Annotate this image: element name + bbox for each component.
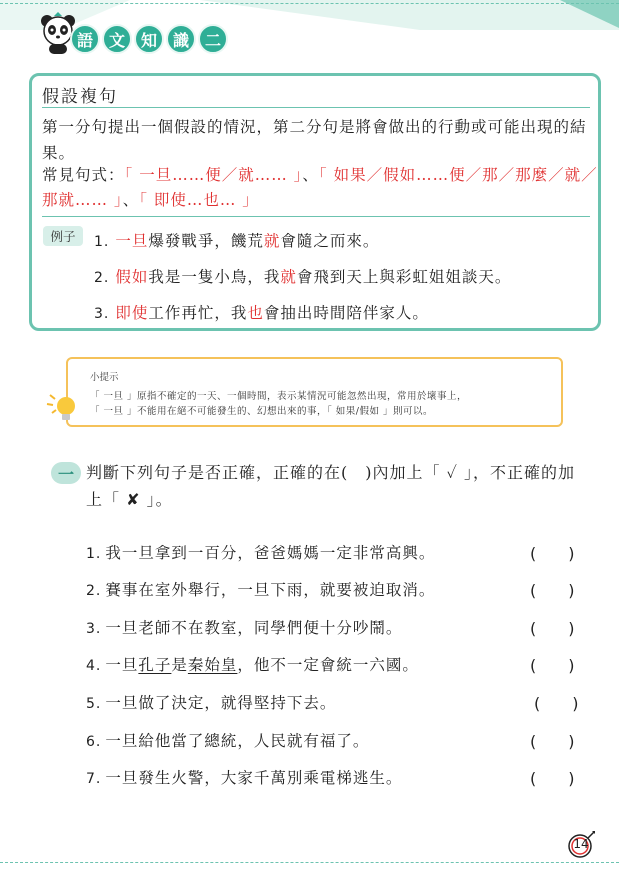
example-text: 爆發戰爭，饑荒 (148, 232, 264, 250)
item-number: 2. (86, 583, 102, 599)
item-number: 5. (86, 696, 102, 712)
item-text: 是 (171, 656, 188, 674)
item-text: 一旦做了決定，就得堅持下去。 (105, 694, 337, 712)
item-text: 我一旦拿到一百分，爸爸媽媽一定非常高興。 (105, 544, 436, 562)
item-text: ，他不一定會統一六國。 (237, 656, 419, 674)
pattern-yidan: 「 一旦……便／就…… 」 (124, 166, 303, 184)
example-number: 2. (94, 270, 110, 286)
item-text: 一旦 (105, 656, 139, 674)
lightbulb-icon (44, 389, 80, 425)
bottom-dashed-rule (0, 862, 619, 863)
page-number: 14 (573, 837, 589, 851)
common-patterns (42, 163, 602, 213)
keyword: 即使 (115, 304, 149, 322)
question-item (86, 578, 435, 600)
separator: 、 (302, 166, 319, 184)
example-sentence (94, 301, 429, 323)
answer-blank[interactable]: ( ) (530, 732, 575, 751)
question-item (86, 729, 369, 751)
question-number-badge: 一 (51, 462, 81, 484)
question-item (86, 541, 435, 563)
example-tag: 例子 (43, 226, 83, 246)
answer-blank[interactable]: ( ) (534, 694, 579, 713)
item-text: 賽事在室外舉行，一旦下雨，就要被迫取消。 (105, 581, 436, 599)
proper-noun: 秦始皇 (187, 656, 238, 674)
item-text: 一旦給他當了總統，人民就有福了。 (105, 732, 370, 750)
divider (42, 107, 590, 108)
pattern-ruguo: 「 如果／假如……便／那／那麼／就／那就…… 」 (42, 166, 598, 209)
rule-title: 假設複句 (42, 87, 118, 107)
separator: 、 (122, 191, 140, 209)
divider (42, 216, 590, 217)
item-text: 一旦發生火警，大家千萬別乘電梯逃生。 (105, 769, 403, 787)
top-dashed-rule (0, 3, 619, 4)
example-text: 會飛到天上與彩虹姐姐談天。 (296, 268, 512, 286)
rule-description: 第一分句提出一個假設的情況，第二分句是將會做出的行動或可能出現的結果。 (42, 118, 587, 162)
example-text: 我是一隻小鳥，我 (148, 268, 281, 286)
title-char: 二 (198, 24, 228, 54)
page-title (70, 24, 228, 54)
tip-text: 「 一旦 」不能用在絕不可能發生的、幻想出來的事，「 如果/假如 」則可以。 (90, 406, 434, 417)
item-number: 1. (86, 546, 102, 562)
item-number: 7. (86, 771, 102, 787)
keyword: 也 (247, 304, 264, 322)
title-char: 語 (70, 24, 100, 54)
answer-blank[interactable]: ( ) (530, 769, 575, 788)
title-char: 文 (102, 24, 132, 54)
answer-blank[interactable]: ( ) (530, 619, 575, 638)
answer-blank[interactable]: ( ) (530, 544, 575, 563)
title-char: 知 (134, 24, 164, 54)
question-item (86, 616, 402, 638)
item-number: 4. (86, 658, 102, 674)
pattern-jishi: 「 即使…也… 」 (139, 191, 259, 209)
example-number: 1. (94, 234, 110, 250)
tip-text: 「 一旦 」原指不確定的一天、一個時間，表示某情況可能忽然出現，常用於壞事上， (90, 391, 468, 402)
answer-blank[interactable]: ( ) (530, 656, 575, 675)
item-text: 一旦老師不在教室，同學們便十分吵鬧。 (105, 619, 403, 637)
example-number: 3. (94, 306, 110, 322)
tip-title: 小提示 (90, 372, 119, 383)
item-number: 6. (86, 734, 102, 750)
example-text: 會抽出時間陪伴家人。 (263, 304, 429, 322)
item-number: 3. (86, 621, 102, 637)
example-text: 工作再忙，我 (148, 304, 248, 322)
question-instruction: 判斷下列句子是否正確，正確的在( )內加上「 ✓ 」，不正確的加上「 ✘ 」。 (86, 463, 575, 509)
question-item (86, 766, 402, 788)
answer-blank[interactable]: ( ) (530, 581, 575, 600)
question-item (86, 653, 419, 675)
example-text: 會隨之而來。 (280, 232, 380, 250)
proper-noun: 孔子 (138, 656, 172, 674)
keyword: 一旦 (115, 232, 149, 250)
keyword: 假如 (115, 268, 149, 286)
example-sentence (94, 265, 511, 287)
patterns-label: 常見句式： (42, 166, 125, 184)
title-char: 識 (166, 24, 196, 54)
question-item (86, 691, 336, 713)
example-sentence (94, 229, 379, 251)
keyword: 就 (263, 232, 281, 250)
keyword: 就 (280, 268, 297, 286)
